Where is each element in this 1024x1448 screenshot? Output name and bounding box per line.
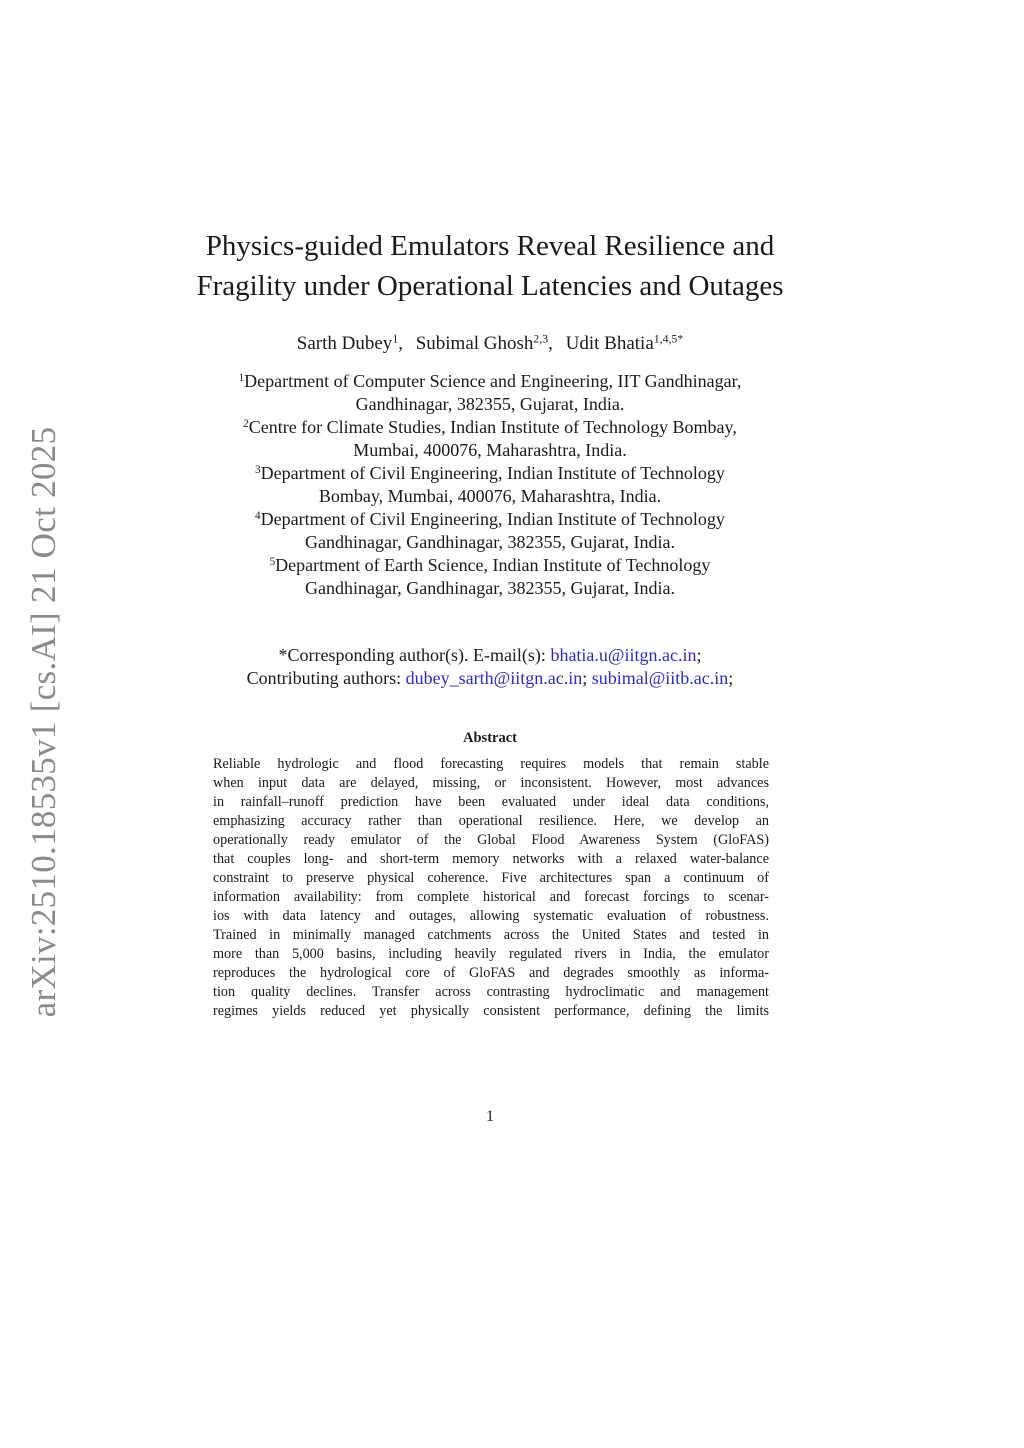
author-bhatia bbox=[566, 333, 684, 354]
corresponding-label: *Corresponding author(s). E-mail(s): bbox=[278, 645, 546, 665]
contact-block bbox=[160, 644, 820, 690]
abstract-line: reproduces the hydrological core of GloFAS and degrades smoothly as informa- bbox=[213, 965, 769, 981]
affiliation-line: Mumbai, 400076, Maharashtra, India. bbox=[353, 440, 627, 460]
affiliation-4 bbox=[160, 508, 820, 554]
abstract-line: that couples long- and short-term memory networks with a relaxed water-balance bbox=[213, 851, 769, 867]
author-dubey bbox=[297, 333, 403, 354]
abstract-line: constraint to preserve physical coherence. Five architectures span a continuum of bbox=[213, 870, 769, 886]
affiliation-line bbox=[160, 370, 820, 393]
contributing-email-link-1[interactable]: dubey_sarth@iitgn.ac.in bbox=[405, 668, 583, 688]
arxiv-identifier-stamp: arXiv:2510.18535v1 [cs.AI] 21 Oct 2025 bbox=[24, 426, 63, 1018]
abstract-line: tion quality declines. Transfer across contrasting hydroclimatic and management bbox=[213, 984, 769, 1000]
abstract-line: Reliable hydrologic and flood forecasting requires models that remain stable bbox=[213, 756, 769, 772]
author-separator: , bbox=[398, 333, 403, 354]
author-affiliation-mark: 1,4,5* bbox=[653, 332, 684, 346]
abstract-body bbox=[213, 755, 769, 1021]
email-separator: ; bbox=[696, 645, 702, 665]
affiliation-mark: 5 bbox=[269, 555, 276, 568]
author-affiliation-mark: 1 bbox=[392, 332, 399, 346]
affiliation-line bbox=[160, 508, 820, 531]
author-name: Udit Bhatia bbox=[565, 333, 654, 354]
affiliation-list bbox=[160, 370, 820, 600]
affiliation-2 bbox=[160, 416, 820, 462]
affiliation-line: Gandhinagar, 382355, Gujarat, India. bbox=[355, 394, 625, 414]
affiliation-text: Department of Civil Engineering, Indian Institute of Technology bbox=[260, 509, 725, 529]
author-name: Sarth Dubey bbox=[296, 333, 393, 354]
affiliation-line bbox=[160, 462, 820, 485]
affiliation-5 bbox=[160, 554, 820, 600]
abstract-line: more than 5,000 basins, including heavily regulated rivers in India, the emulator bbox=[213, 946, 769, 962]
contributing-authors-line bbox=[160, 667, 820, 690]
email-separator: ; bbox=[582, 668, 588, 688]
paper-title bbox=[160, 226, 820, 306]
affiliation-mark: 3 bbox=[255, 463, 261, 476]
affiliation-mark: 2 bbox=[243, 417, 249, 430]
contributing-label: Contributing authors: bbox=[246, 668, 402, 688]
affiliation-text: Centre for Climate Studies, Indian Institute of Technology Bombay, bbox=[248, 417, 737, 437]
corresponding-email-link[interactable]: bhatia.u@iitgn.ac.in bbox=[550, 645, 697, 665]
abstract-line: information availability: from complete historical and forecast forcings to scenar- bbox=[213, 889, 769, 905]
author-list bbox=[160, 333, 820, 355]
affiliation-mark: 4 bbox=[255, 509, 261, 522]
author-affiliation-mark: 2,3 bbox=[533, 332, 549, 346]
affiliation-line: Gandhinagar, Gandhinagar, 382355, Gujarat, India. bbox=[305, 578, 675, 598]
affiliation-text: Department of Civil Engineering, Indian Institute of Technology bbox=[260, 463, 725, 483]
abstract-line: when input data are delayed, missing, or inconsistent. However, most advances bbox=[213, 775, 769, 791]
abstract-line: emphasizing accuracy rather than operational resilience. Here, we develop an bbox=[213, 813, 769, 829]
affiliation-mark: 1 bbox=[238, 371, 245, 384]
title-line: Physics-guided Emulators Reveal Resilience and bbox=[205, 230, 775, 262]
affiliation-text: Department of Computer Science and Engineering, IIT Gandhinagar, bbox=[244, 371, 742, 391]
affiliation-line: Gandhinagar, Gandhinagar, 382355, Gujarat, India. bbox=[305, 532, 675, 552]
author-separator: , bbox=[548, 333, 553, 354]
corresponding-author-line bbox=[160, 644, 820, 667]
author-ghosh bbox=[416, 333, 553, 354]
author-name: Subimal Ghosh bbox=[415, 333, 534, 354]
abstract-line: ios with data latency and outages, allowing systematic evaluation of robustness. bbox=[213, 908, 769, 924]
affiliation-line bbox=[160, 554, 820, 577]
abstract-line: Trained in minimally managed catchments across the United States and tested in bbox=[213, 927, 769, 943]
email-separator: ; bbox=[728, 668, 734, 688]
page-number: 1 bbox=[486, 1108, 494, 1125]
affiliation-1 bbox=[160, 370, 820, 416]
affiliation-line: Bombay, Mumbai, 400076, Maharashtra, India. bbox=[318, 486, 662, 506]
abstract-line: operationally ready emulator of the Global Flood Awareness System (GloFAS) bbox=[213, 832, 769, 848]
title-line: Fragility under Operational Latencies and Outages bbox=[196, 270, 784, 302]
abstract-line: in rainfall–runoff prediction have been evaluated under ideal data conditions, bbox=[213, 794, 769, 810]
affiliation-text: Department of Earth Science, Indian Institute of Technology bbox=[275, 555, 711, 575]
contributing-email-link-2[interactable]: subimal@iitb.ac.in bbox=[591, 668, 729, 688]
affiliation-3 bbox=[160, 462, 820, 508]
abstract-line: regimes yields reduced yet physically consistent performance, defining the limits bbox=[213, 1003, 769, 1019]
abstract-heading: Abstract bbox=[463, 730, 517, 746]
affiliation-line bbox=[160, 416, 820, 439]
